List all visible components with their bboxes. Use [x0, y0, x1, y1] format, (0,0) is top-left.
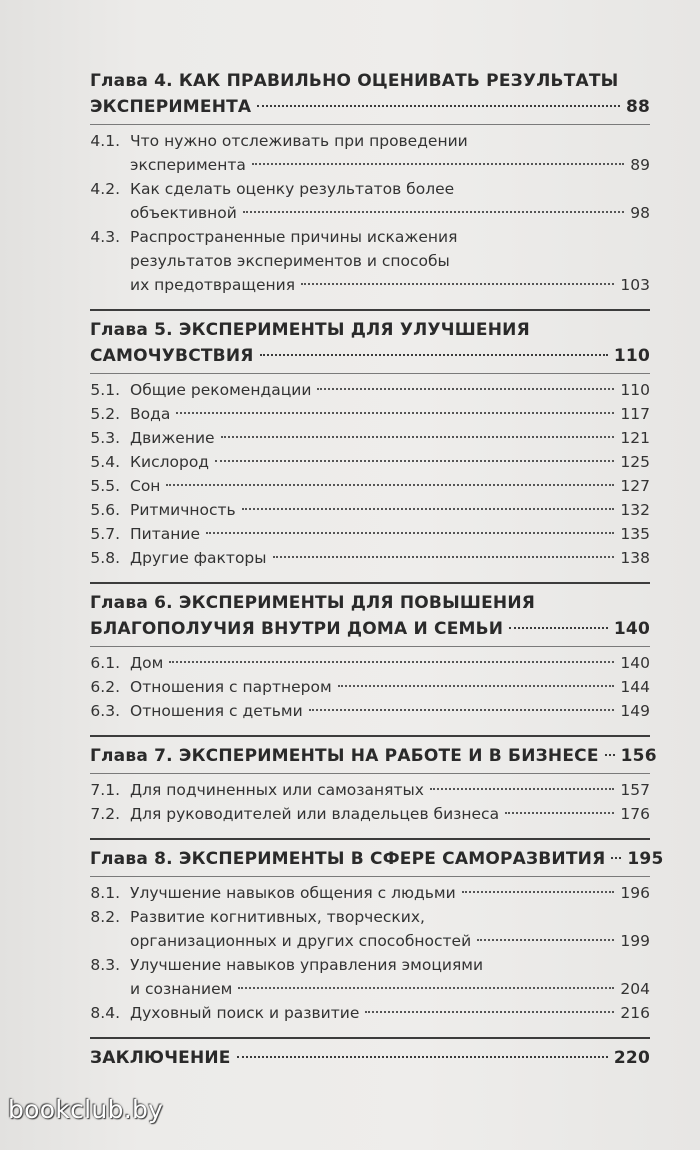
dot-leader [257, 105, 620, 107]
section-title-last-line [130, 498, 650, 522]
section-title-last-line [130, 201, 650, 225]
section-body [130, 546, 650, 570]
section-page-number: 199 [620, 932, 650, 950]
toc-entry [90, 378, 650, 402]
section-page-number: 110 [620, 381, 650, 399]
dot-leader [260, 354, 608, 356]
toc-entry [90, 474, 650, 498]
section-number: 5.2. [90, 405, 120, 423]
section-title: организационных и других способностей [130, 932, 472, 950]
section-body [130, 881, 650, 905]
section-title-last-line [130, 675, 650, 699]
section-title-last-line [130, 778, 650, 802]
chapter-title-text: БЛАГОПОЛУЧИЯ ВНУТРИ ДОМА И СЕМЬИ [90, 619, 504, 639]
watermark: bookclub.by [8, 1095, 164, 1124]
dot-leader [273, 556, 615, 558]
section-number: 8.4. [90, 1004, 120, 1022]
toc-entry [90, 522, 650, 546]
chapter-page-number: 220 [613, 1048, 650, 1068]
section-title: их предотвращения [130, 276, 296, 294]
dot-leader [215, 460, 614, 462]
chapter-title: Глава 6. ЭКСПЕРИМЕНТЫ ДЛЯ ПОВЫШЕНИЯ [90, 593, 536, 613]
section-page-number: 121 [620, 429, 650, 447]
section-title: Вода [130, 405, 171, 423]
section-title: Ритмичность [130, 501, 236, 519]
section-title: Улучшение навыков общения с людьми [130, 884, 456, 902]
section-title-last-line [130, 273, 650, 297]
toc-entry [90, 778, 650, 802]
toc-chapter [90, 1037, 650, 1071]
section-title-last-line [130, 651, 650, 675]
section-title-line: Как сделать оценку результатов более [130, 180, 455, 198]
section-page-number: 140 [620, 654, 650, 672]
toc-entry [90, 699, 650, 723]
section-body [130, 225, 650, 297]
chapter-title: Глава 5. ЭКСПЕРИМЕНТЫ ДЛЯ УЛУЧШЕНИЯ [90, 320, 530, 340]
dot-leader [317, 388, 614, 390]
toc-entry [90, 953, 650, 1001]
section-title: Другие факторы [130, 549, 267, 567]
section-list [90, 124, 650, 297]
section-body [130, 651, 650, 675]
section-page-number: 98 [630, 204, 650, 222]
chapter-title-text: Глава 8. ЭКСПЕРИМЕНТЫ В СФЕРЕ САМОРАЗВИТИЯ [90, 849, 606, 869]
section-page-number: 132 [620, 501, 650, 519]
dot-leader [166, 484, 614, 486]
section-title-last-line [130, 522, 650, 546]
chapter-page-number: 195 [627, 849, 664, 869]
dot-leader [221, 436, 615, 438]
section-page-number: 138 [620, 549, 650, 567]
section-page-number: 149 [620, 702, 650, 720]
toc-chapter [90, 735, 657, 826]
section-title: Питание [130, 525, 200, 543]
section-title: Кислород [130, 453, 210, 471]
toc-chapter [90, 838, 664, 1025]
section-list [90, 646, 650, 723]
section-body [130, 1001, 650, 1025]
section-number: 5.4. [90, 453, 120, 471]
section-list [90, 373, 650, 570]
section-title-last-line [130, 802, 650, 826]
dot-leader [505, 812, 614, 814]
section-body [130, 177, 650, 225]
chapter-title-line [90, 343, 650, 369]
section-title-last-line [130, 977, 650, 1001]
chapter-title-line [90, 846, 664, 872]
chapter-title-line [90, 616, 650, 642]
dot-leader [206, 532, 614, 534]
section-body [130, 905, 650, 953]
section-list [90, 773, 650, 826]
dot-leader [309, 709, 615, 711]
section-number: 6.3. [90, 702, 120, 720]
section-page-number: 157 [620, 781, 650, 799]
section-page-number: 144 [620, 678, 650, 696]
section-title: Духовный поиск и развитие [130, 1004, 360, 1022]
dot-leader [237, 1056, 608, 1058]
section-title-last-line [130, 474, 650, 498]
section-body [130, 498, 650, 522]
section-page-number: 196 [620, 884, 650, 902]
toc-entry [90, 426, 650, 450]
section-body [130, 522, 650, 546]
section-page-number: 89 [630, 156, 650, 174]
section-title: Для подчиненных или самозанятых [130, 781, 424, 799]
section-body [130, 675, 650, 699]
dot-leader [242, 508, 615, 510]
chapter-title: Глава 4. КАК ПРАВИЛЬНО ОЦЕНИВАТЬ РЕЗУЛЬТАТЫ [90, 71, 619, 91]
section-number: 5.1. [90, 381, 120, 399]
dot-leader [243, 211, 624, 213]
dot-leader [430, 788, 614, 790]
section-number: 6.2. [90, 678, 120, 696]
dot-leader [176, 412, 614, 414]
section-title: Движение [130, 429, 215, 447]
section-page-number: 216 [620, 1004, 650, 1022]
section-title-last-line [130, 153, 650, 177]
dot-leader [238, 987, 614, 989]
section-body [130, 474, 650, 498]
section-title: Отношения с партнером [130, 678, 332, 696]
section-body [130, 802, 650, 826]
section-number: 5.7. [90, 525, 120, 543]
section-number: 4.1. [90, 132, 120, 150]
section-page-number: 103 [620, 276, 650, 294]
toc-entry [90, 225, 650, 297]
section-number: 4.3. [90, 228, 120, 246]
chapter-title-text: Глава 7. ЭКСПЕРИМЕНТЫ НА РАБОТЕ И В БИЗНЕСЕ [90, 746, 599, 766]
section-title: Для руководителей или владельцев бизнеса [130, 805, 500, 823]
chapter-title-text: САМОЧУВСТВИЯ [90, 346, 254, 366]
toc-entry [90, 546, 650, 570]
section-body [130, 129, 650, 177]
section-number: 8.3. [90, 956, 120, 974]
section-page-number: 204 [620, 980, 650, 998]
section-title: и сознанием [130, 980, 233, 998]
toc-entry [90, 675, 650, 699]
section-title: объективной [130, 204, 237, 222]
section-page-number: 125 [620, 453, 650, 471]
section-page-number: 135 [620, 525, 650, 543]
chapter-title-line [90, 1045, 650, 1071]
section-title: Отношения с детьми [130, 702, 303, 720]
toc-entry [90, 651, 650, 675]
chapter-title-text: ЭКСПЕРИМЕНТА [90, 97, 252, 117]
section-title-line: Что нужно отслеживать при проведении [130, 132, 468, 150]
dot-leader [462, 891, 615, 893]
toc-entry [90, 129, 650, 177]
section-number: 6.1. [90, 654, 120, 672]
toc-entry [90, 905, 650, 953]
section-title-last-line [130, 426, 650, 450]
toc-entry [90, 802, 650, 826]
section-number: 8.2. [90, 908, 120, 926]
section-number: 7.1. [90, 781, 120, 799]
toc-entry [90, 450, 650, 474]
section-title-last-line [130, 699, 650, 723]
section-title-last-line [130, 450, 650, 474]
toc-chapter [90, 309, 650, 570]
section-title-last-line [130, 402, 650, 426]
section-list [90, 876, 650, 1025]
section-title-line: Улучшение навыков управления эмоциями [130, 956, 484, 974]
section-title-line: Развитие когнитивных, творческих, [130, 908, 425, 926]
chapter-page-number: 140 [613, 619, 650, 639]
dot-leader [605, 754, 615, 756]
table-of-contents [90, 68, 664, 1083]
chapter-page-number: 156 [620, 746, 657, 766]
toc-entry [90, 498, 650, 522]
toc-chapter [90, 582, 650, 723]
section-title: Дом [130, 654, 164, 672]
section-page-number: 117 [620, 405, 650, 423]
toc-entry [90, 402, 650, 426]
section-number: 4.2. [90, 180, 120, 198]
section-title: Общие рекомендации [130, 381, 312, 399]
chapter-title-line [90, 743, 657, 769]
section-body [130, 953, 650, 1001]
section-body [130, 699, 650, 723]
toc-entry [90, 881, 650, 905]
dot-leader [477, 939, 614, 941]
section-number: 5.6. [90, 501, 120, 519]
dot-leader [365, 1011, 614, 1013]
section-number: 8.1. [90, 884, 120, 902]
section-title-last-line [130, 378, 650, 402]
toc-entry [90, 177, 650, 225]
chapter-title-line [90, 94, 650, 120]
dot-leader [301, 283, 614, 285]
section-page-number: 127 [620, 477, 650, 495]
chapter-page-number: 110 [613, 346, 650, 366]
chapter-title-text: ЗАКЛЮЧЕНИЕ [90, 1048, 231, 1068]
section-number: 5.8. [90, 549, 120, 567]
section-body [130, 450, 650, 474]
section-title-line: Распространенные причины искажения [130, 228, 458, 246]
section-title-last-line [130, 1001, 650, 1025]
dot-leader [611, 857, 621, 859]
dot-leader [338, 685, 615, 687]
chapter-page-number: 88 [625, 97, 650, 117]
section-title-line: результатов экспериментов и способы [130, 252, 450, 270]
dot-leader [252, 163, 624, 165]
section-body [130, 426, 650, 450]
section-title-last-line [130, 881, 650, 905]
section-body [130, 378, 650, 402]
section-page-number: 176 [620, 805, 650, 823]
section-title: эксперимента [130, 156, 246, 174]
section-title-last-line [130, 546, 650, 570]
section-body [130, 778, 650, 802]
toc-chapter [90, 68, 650, 297]
section-number: 5.3. [90, 429, 120, 447]
section-title-last-line [130, 929, 650, 953]
section-body [130, 402, 650, 426]
section-number: 5.5. [90, 477, 120, 495]
section-title: Сон [130, 477, 161, 495]
dot-leader [509, 627, 608, 629]
toc-entry [90, 1001, 650, 1025]
section-number: 7.2. [90, 805, 120, 823]
dot-leader [169, 661, 614, 663]
